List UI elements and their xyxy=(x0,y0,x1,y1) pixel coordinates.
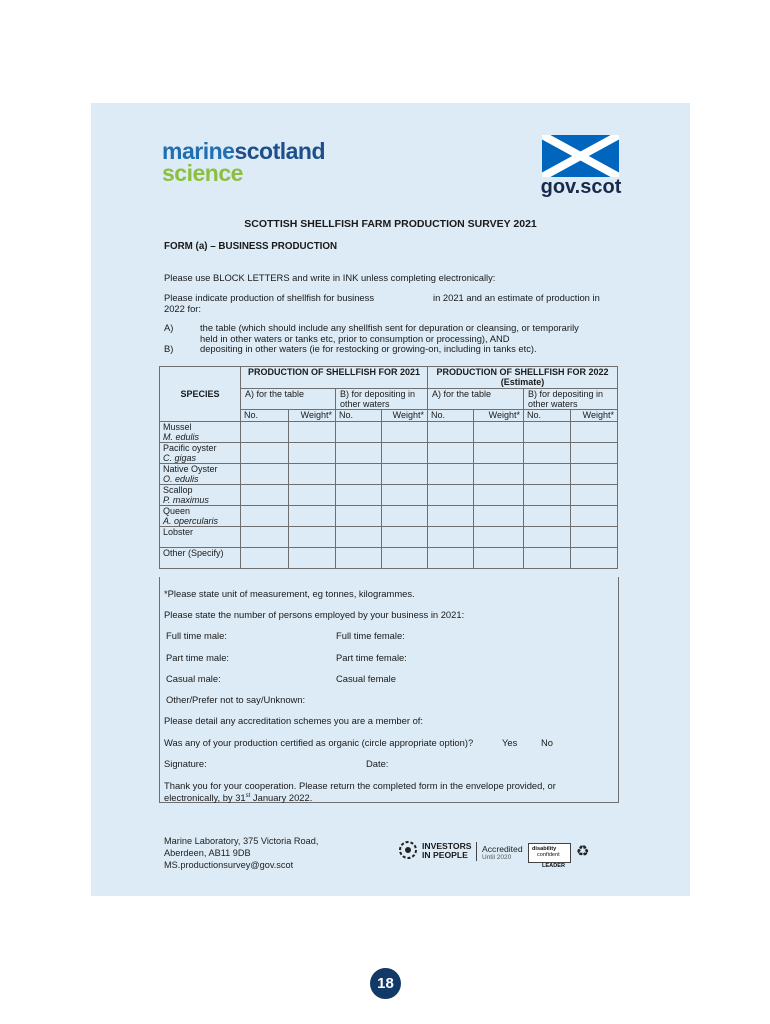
entry-cell[interactable] xyxy=(289,443,336,464)
casual-female-field[interactable]: Casual female xyxy=(336,673,396,684)
entry-cell[interactable] xyxy=(474,464,524,485)
form-label: FORM (a) – BUSINESS PRODUCTION xyxy=(164,241,338,252)
organic-no-option[interactable]: No xyxy=(541,737,553,748)
entry-cell[interactable] xyxy=(428,527,474,548)
other-employment-field[interactable]: Other/Prefer not to say/Unknown: xyxy=(166,694,306,705)
entry-cell[interactable] xyxy=(382,464,428,485)
accredited-until: Until 2020 xyxy=(482,854,512,861)
thanks-line2 xyxy=(164,791,312,803)
species-common-name: Other (Specify) xyxy=(163,548,224,558)
thanks-line2-b: January 2022. xyxy=(250,792,313,804)
entry-cell[interactable] xyxy=(571,506,618,527)
table-row xyxy=(160,485,618,506)
entry-cell[interactable] xyxy=(474,527,524,548)
address-line1: Marine Laboratory, 375 Victoria Road, xyxy=(164,836,319,846)
entry-cell[interactable] xyxy=(524,506,571,527)
item-a-line2: held in other waters or tanks etc, prior to consumption or processing), AND xyxy=(200,333,510,344)
thanks-line2-sup: st xyxy=(245,793,251,799)
col-weight: Weight* xyxy=(571,410,618,422)
organic-question: Was any of your production certified as organic (circle appropriate option)? xyxy=(164,737,474,748)
species-common-name: Native Oyster xyxy=(163,464,218,474)
species-latin-name: C. gigas xyxy=(163,453,197,463)
entry-cell[interactable] xyxy=(571,527,618,548)
species-common-name: Scallop xyxy=(163,485,193,495)
instruction-production-b: in 2021 and an estimate of production in xyxy=(433,292,600,303)
species-common-name: Lobster xyxy=(163,527,194,537)
full-time-female-field[interactable]: Full time female: xyxy=(336,630,405,641)
species-latin-name: A. opercularis xyxy=(163,516,219,526)
entry-cell[interactable] xyxy=(474,548,524,569)
item-a-label: A) xyxy=(164,322,174,333)
species-cell xyxy=(160,506,241,527)
entry-cell[interactable] xyxy=(382,422,428,443)
col-weight: Weight* xyxy=(382,410,428,422)
investors-in-people-icon xyxy=(398,840,418,860)
entry-cell[interactable] xyxy=(524,422,571,443)
accreditation-field[interactable]: Please detail any accreditation schemes you are a member of: xyxy=(164,715,423,726)
table-row xyxy=(160,527,618,548)
organic-yes-option[interactable]: Yes xyxy=(502,737,518,748)
entry-cell[interactable] xyxy=(524,548,571,569)
entry-cell[interactable] xyxy=(241,506,289,527)
iip-line2: IN PEOPLE xyxy=(422,850,468,860)
species-common-name: Mussel xyxy=(163,422,192,432)
badge-divider xyxy=(476,842,477,861)
part-time-male-field[interactable]: Part time male: xyxy=(166,652,230,663)
item-b-label: B) xyxy=(164,343,174,354)
entry-cell[interactable] xyxy=(428,464,474,485)
address-email[interactable]: MS.productionsurvey@gov.scot xyxy=(164,860,294,870)
entry-cell[interactable] xyxy=(336,506,382,527)
subheader-2021-table: A) for the table xyxy=(241,389,336,410)
saltire-flag-icon xyxy=(542,135,619,177)
iip-line1: INVESTORS xyxy=(422,841,472,851)
entry-cell[interactable] xyxy=(571,443,618,464)
entry-cell[interactable] xyxy=(289,485,336,506)
entry-cell[interactable] xyxy=(382,506,428,527)
item-b-line1: depositing in other waters (ie for restocking or growing-on, including in tanks etc). xyxy=(200,343,537,354)
recycle-icon: ♻ xyxy=(576,843,590,860)
full-time-male-field[interactable]: Full time male: xyxy=(166,630,227,641)
species-cell xyxy=(160,485,241,506)
entry-cell[interactable] xyxy=(241,527,289,548)
col-weight: Weight* xyxy=(474,410,524,422)
signature-field[interactable]: Signature: xyxy=(164,758,207,769)
species-latin-name: O. edulis xyxy=(163,474,199,484)
table-row xyxy=(160,422,618,443)
entry-cell[interactable] xyxy=(336,443,382,464)
entry-cell[interactable] xyxy=(524,443,571,464)
entry-cell[interactable] xyxy=(571,548,618,569)
entry-cell[interactable] xyxy=(382,527,428,548)
leader-text: LEADER xyxy=(542,863,565,869)
species-cell xyxy=(160,464,241,485)
table-row xyxy=(160,548,618,569)
table-row xyxy=(160,464,618,485)
employment-question: Please state the number of persons employed by your business in 2021: xyxy=(164,609,465,620)
entry-cell[interactable] xyxy=(241,548,289,569)
logo-marine-text: marine xyxy=(162,138,235,164)
casual-male-field[interactable]: Casual male: xyxy=(166,673,221,684)
entry-cell[interactable] xyxy=(241,464,289,485)
production-table xyxy=(159,366,618,569)
entry-cell[interactable] xyxy=(571,485,618,506)
entry-cell[interactable] xyxy=(382,443,428,464)
entry-cell[interactable] xyxy=(241,443,289,464)
page-number: 18 xyxy=(370,968,401,999)
entry-cell[interactable] xyxy=(289,548,336,569)
col-no: No. xyxy=(524,410,571,422)
entry-cell[interactable] xyxy=(474,443,524,464)
logo-science-text: science xyxy=(162,160,243,186)
entry-cell[interactable] xyxy=(289,422,336,443)
header-production-2022: PRODUCTION OF SHELLFISH FOR 2022 (Estimate) xyxy=(428,367,618,389)
species-latin-name: P. maximus xyxy=(163,495,209,505)
entry-cell[interactable] xyxy=(382,548,428,569)
address-line2: Aberdeen, AB11 9DB xyxy=(164,848,251,858)
entry-cell[interactable] xyxy=(428,422,474,443)
entry-cell[interactable] xyxy=(524,485,571,506)
survey-title: SCOTTISH SHELLFISH FARM PRODUCTION SURVEY 2021 xyxy=(244,218,537,230)
item-a-line1: the table (which should include any shellfish sent for depuration or cleansing, or temporarily xyxy=(200,322,579,333)
instruction-block-letters: Please use BLOCK LETTERS and write in INK unless completing electronically: xyxy=(164,272,496,283)
table-row xyxy=(160,506,618,527)
entry-cell[interactable] xyxy=(428,443,474,464)
entry-cell[interactable] xyxy=(524,464,571,485)
instruction-production-c: 2022 for: xyxy=(164,303,202,314)
measurement-note: *Please state unit of measurement, eg tonnes, kilogrammes. xyxy=(164,588,415,599)
entry-cell[interactable] xyxy=(336,422,382,443)
col-weight: Weight* xyxy=(289,410,336,422)
entry-cell[interactable] xyxy=(289,527,336,548)
species-cell xyxy=(160,422,241,443)
species-cell xyxy=(160,548,241,569)
entry-cell[interactable] xyxy=(289,506,336,527)
species-latin-name: M. edulis xyxy=(163,432,200,442)
confident-text: confident xyxy=(537,852,560,858)
entry-cell[interactable] xyxy=(571,422,618,443)
logo-scotland-text: scotland xyxy=(234,138,326,164)
subheader-2022-table: A) for the table xyxy=(428,389,524,410)
entry-cell[interactable] xyxy=(428,506,474,527)
gov-scot-label: gov.scot xyxy=(540,176,622,198)
species-common-name: Queen xyxy=(163,506,191,516)
species-common-name: Pacific oyster xyxy=(163,443,217,453)
entry-cell[interactable] xyxy=(474,485,524,506)
entry-cell[interactable] xyxy=(336,464,382,485)
species-cell xyxy=(160,443,241,464)
species-header: SPECIES xyxy=(160,367,241,422)
entry-cell[interactable] xyxy=(474,422,524,443)
entry-cell[interactable] xyxy=(382,485,428,506)
disability-confident-badge xyxy=(528,843,571,863)
species-cell xyxy=(160,527,241,548)
accredited-label: Accredited xyxy=(482,844,523,854)
table-row xyxy=(160,443,618,464)
thanks-line1: Thank you for your cooperation. Please return the completed form in the envelope provided, or xyxy=(164,780,556,791)
disability-text: disability xyxy=(532,846,557,852)
col-no: No. xyxy=(428,410,474,422)
col-no: No. xyxy=(336,410,382,422)
entry-cell[interactable] xyxy=(428,485,474,506)
entry-cell[interactable] xyxy=(571,464,618,485)
entry-cell[interactable] xyxy=(241,485,289,506)
date-field[interactable]: Date: xyxy=(366,758,389,769)
entry-cell[interactable] xyxy=(241,422,289,443)
subheader-2021-depositing: B) for depositing in other waters xyxy=(336,389,428,410)
part-time-female-field[interactable]: Part time female: xyxy=(336,652,407,663)
header-production-2021: PRODUCTION OF SHELLFISH FOR 2021 xyxy=(241,367,428,389)
entry-cell[interactable] xyxy=(336,527,382,548)
entry-cell[interactable] xyxy=(428,548,474,569)
entry-cell[interactable] xyxy=(524,527,571,548)
entry-cell[interactable] xyxy=(336,548,382,569)
subheader-2022-depositing: B) for depositing in other waters xyxy=(524,389,618,410)
thanks-line2-a: electronically, by 31 xyxy=(164,792,246,804)
entry-cell[interactable] xyxy=(289,464,336,485)
instruction-production-a: Please indicate production of shellfish for business xyxy=(164,292,375,303)
entry-cell[interactable] xyxy=(336,485,382,506)
col-no: No. xyxy=(241,410,289,422)
entry-cell[interactable] xyxy=(474,506,524,527)
